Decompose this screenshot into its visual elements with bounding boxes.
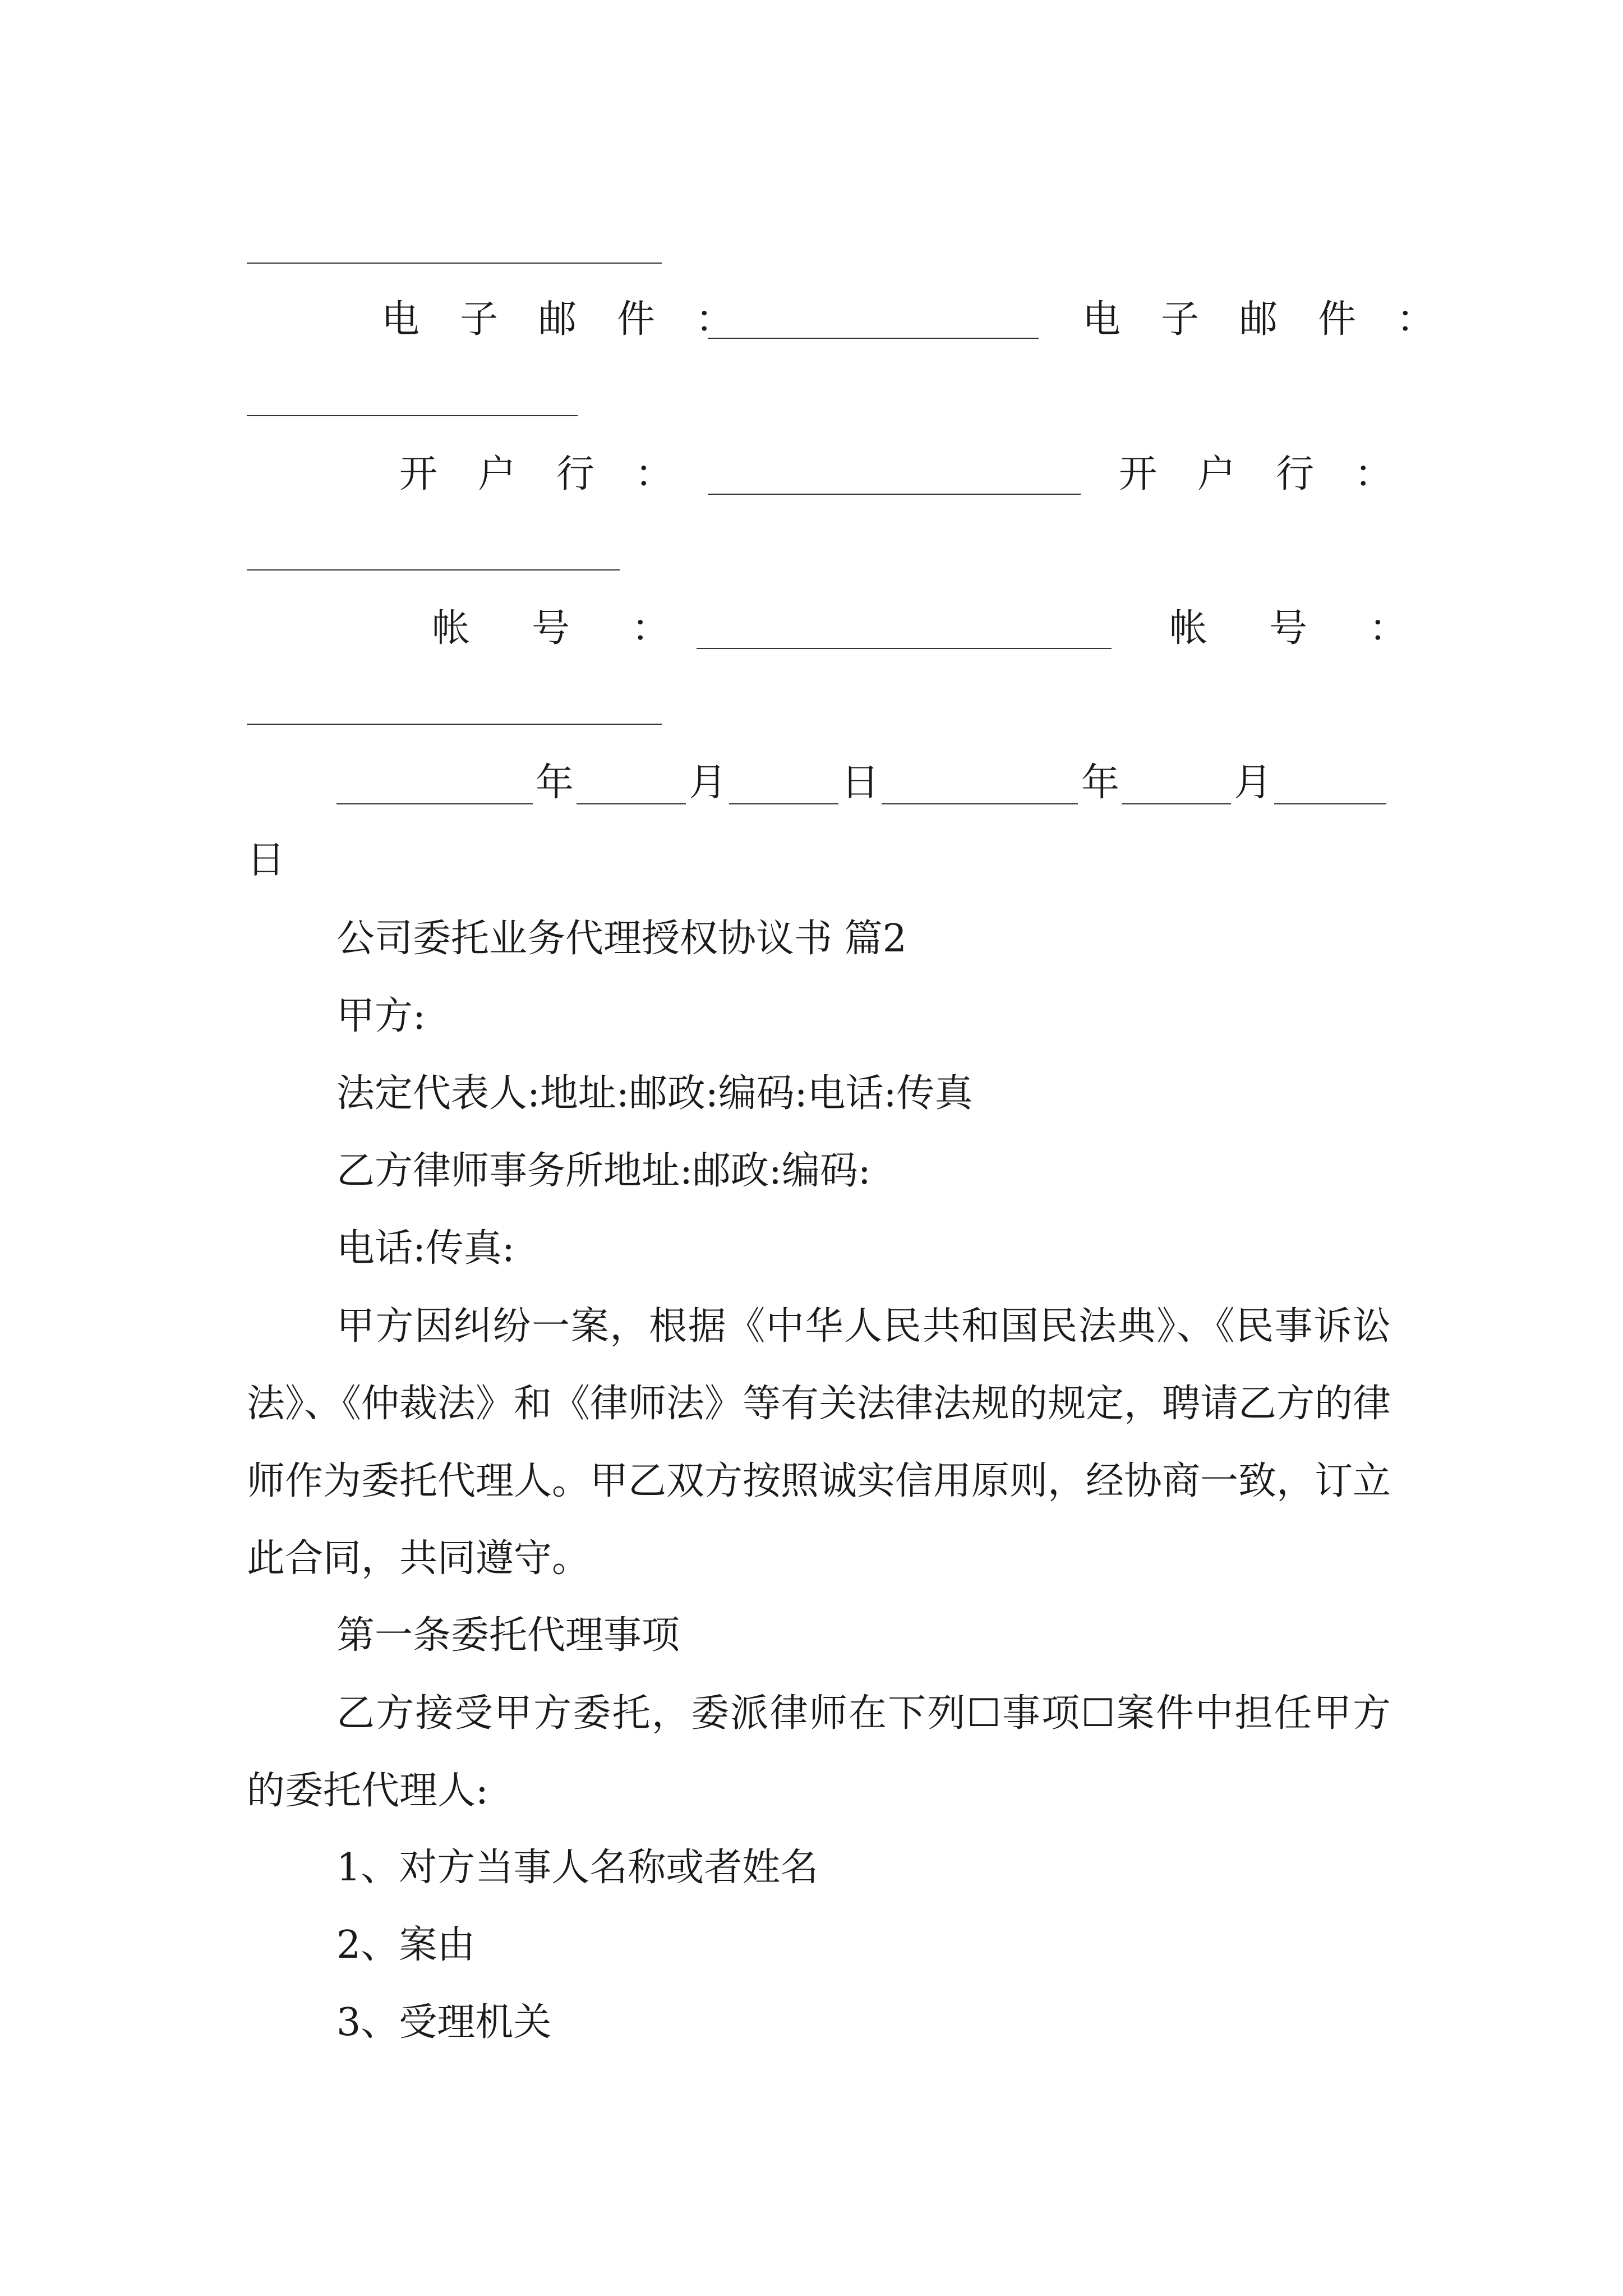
email-label-party-b: 电子邮件： (1082, 297, 1476, 342)
bank-blank-party-b (247, 569, 620, 570)
blank-line (247, 263, 662, 264)
date-day-blank-party-b (1274, 803, 1386, 804)
account-label-party-a: 帐号： (432, 606, 732, 651)
email-blank-party-b (247, 415, 578, 416)
party-a-line: 甲方: (336, 994, 426, 1038)
date-year-label-party-b: 年 (1081, 761, 1120, 805)
agreement-title: 公司委托业务代理授权协议书 篇2 (336, 917, 907, 961)
date-month-blank-party-a (577, 803, 686, 804)
party-b-contact: 电话:传真: (336, 1226, 515, 1271)
bank-blank-party-a (708, 494, 1081, 495)
date-day-label-party-b: 日 (247, 838, 285, 882)
date-month-label-party-a: 月 (689, 761, 727, 805)
party-a-representative: 法定代表人:地址:邮政:编码:电话:传真 (336, 1071, 973, 1116)
article-1-body: 乙方接受甲方委托，委派律师在下列☐事项☐案件中担任甲方的委托代理人: (247, 1691, 1391, 1813)
date-day-label-party-a: 日 (841, 761, 880, 805)
account-blank-party-b (247, 724, 662, 725)
email-label-party-a: 电子邮件： (381, 297, 774, 342)
list-item: 3、受理机关 (336, 2000, 552, 2045)
list-item: 2、案由 (336, 1923, 476, 1967)
date-month-blank-party-b (1122, 803, 1231, 804)
account-label-party-b: 帐号： (1169, 606, 1469, 651)
date-year-blank-party-a (336, 803, 533, 804)
bank-label-party-a: 开户行： (399, 452, 714, 496)
date-year-label-party-a: 年 (536, 761, 574, 805)
party-b-line: 乙方律师事务所地址:邮政:编码: (336, 1149, 871, 1193)
account-blank-party-a (697, 648, 1112, 649)
preamble-paragraph: 甲方因纠纷一案，根据《中华人民共和国民法典》、《民事诉讼法》、《仲裁法》和《律师法》等有关法律法规的规定，聘请乙方的律师作为委托代理人。甲乙双方按照诚实信用原则，经协商一致，订立此合同，共同遵守。 (247, 1304, 1391, 1581)
email-blank-party-a (708, 338, 1039, 339)
date-month-label-party-b: 月 (1234, 761, 1272, 805)
date-day-blank-party-a (729, 803, 838, 804)
bank-label-party-b: 开户行： (1119, 452, 1433, 496)
list-item: 1、对方当事人名称或者姓名 (336, 1846, 819, 1890)
article-1-title: 第一条委托代理事项 (336, 1613, 680, 1658)
date-year-blank-party-b (882, 803, 1078, 804)
